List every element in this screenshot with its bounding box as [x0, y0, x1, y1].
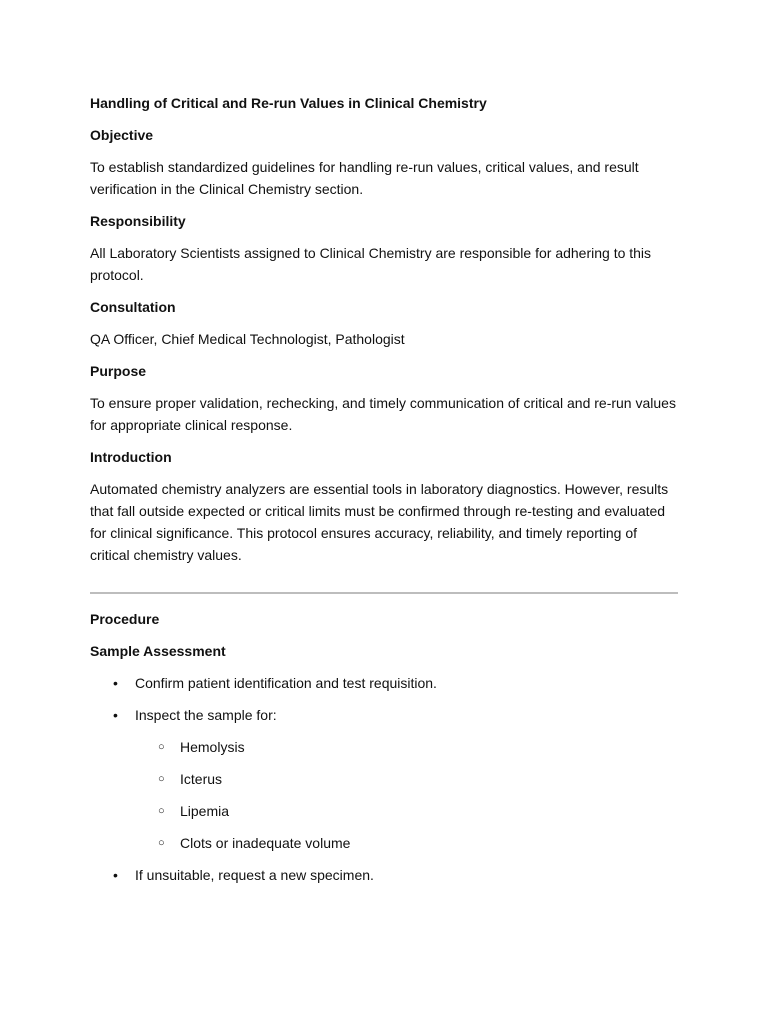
consultation-heading: Consultation: [90, 299, 176, 315]
list-item: [90, 672, 678, 694]
introduction-text: Automated chemistry analyzers are essential tools in laboratory diagnostics. However, results that fall outside expected or critical limits must be confirmed through re-testing and evaluated for clinical significance. This protocol ensures accuracy, reliability, and timely reporting of critical chemistry values.: [90, 481, 669, 563]
procedure-heading: Procedure: [90, 611, 160, 627]
document-title: Handling of Critical and Re-run Values in Clinical Chemistry: [90, 95, 487, 111]
list-item-text: Inspect the sample for:: [135, 707, 277, 723]
circle-bullet-icon: ○: [158, 773, 165, 785]
sample-assessment-heading: Sample Assessment: [90, 643, 226, 659]
purpose-text: To ensure proper validation, rechecking, and timely communication of critical and re-run values for appropriate clinical response.: [90, 395, 676, 433]
sub-list-item-text: Lipemia: [180, 803, 230, 819]
circle-bullet-icon: ○: [158, 805, 165, 817]
list-item-text: Confirm patient identification and test requisition.: [135, 675, 437, 691]
sub-list-item-text: Clots or inadequate volume: [180, 835, 351, 851]
objective-heading: Objective: [90, 127, 154, 143]
sub-list: [135, 736, 678, 854]
introduction-heading: Introduction: [90, 449, 172, 465]
circle-bullet-icon: ○: [158, 837, 165, 849]
objective-text: To establish standardized guidelines for handling re-run values, critical values, and result verification in the Clinical Chemistry section.: [90, 159, 639, 197]
sub-list-item-text: Hemolysis: [180, 739, 245, 755]
sub-list-item-text: Icterus: [180, 771, 223, 787]
list-item: [90, 864, 678, 886]
bullet-icon: •: [113, 867, 118, 883]
circle-bullet-icon: ○: [158, 741, 165, 753]
list-item: [90, 704, 678, 854]
sub-list-item: [135, 768, 678, 790]
bullet-icon: •: [113, 675, 118, 691]
section-divider: [90, 592, 678, 594]
purpose-heading: Purpose: [90, 363, 147, 379]
bullet-icon: •: [113, 707, 118, 723]
responsibility-heading: Responsibility: [90, 213, 186, 229]
consultation-text: QA Officer, Chief Medical Technologist, Pathologist: [90, 331, 405, 347]
sub-list-item: [135, 800, 678, 822]
sub-list-item: [135, 832, 678, 854]
procedure-list: [90, 672, 678, 886]
list-item-text: If unsuitable, request a new specimen.: [135, 867, 374, 883]
responsibility-text: All Laboratory Scientists assigned to Clinical Chemistry are responsible for adhering to this protocol.: [90, 245, 652, 283]
sub-list-item: [135, 736, 678, 758]
